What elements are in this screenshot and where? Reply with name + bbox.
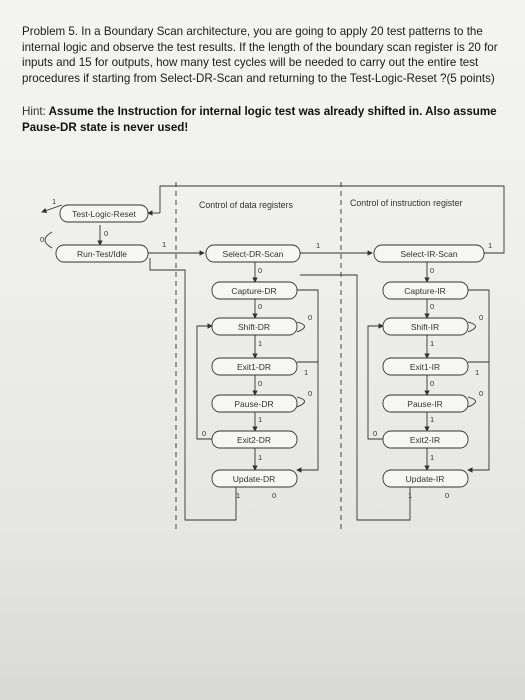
edge-label-1: 1 (430, 415, 435, 424)
state-label: Exit1-IR (409, 362, 441, 372)
state-label: Pause-DR (234, 399, 274, 409)
edge-label-1: 1 (258, 339, 263, 348)
state-label: Capture-IR (404, 286, 446, 296)
edge-label-0: 0 (40, 235, 45, 244)
state-label: Shift-IR (410, 322, 440, 332)
edge-label-0: 0 (308, 313, 313, 322)
state-label: Exit2-IR (409, 435, 441, 445)
header-instruction-register: Control of instruction register (350, 198, 463, 208)
hint-label: Hint: (22, 105, 46, 118)
edge-label-1: 1 (236, 491, 241, 500)
edge-label-0: 0 (258, 266, 263, 275)
state-label: Select-DR-Scan (222, 249, 284, 259)
state-label: Exit1-DR (236, 362, 272, 372)
edge-label-0: 0 (258, 379, 263, 388)
edge-label-1: 1 (258, 415, 263, 424)
edge-label-0: 0 (430, 266, 435, 275)
edge-label-0: 0 (308, 389, 313, 398)
state-label: Select-IR-Scan (400, 249, 458, 259)
edge-label-0: 0 (272, 491, 277, 500)
state-label: Capture-DR (231, 286, 277, 296)
edge-label-1: 1 (475, 368, 480, 377)
edge-label-0: 0 (479, 313, 484, 322)
edge-label-0: 0 (479, 389, 484, 398)
state-label: Shift-DR (237, 322, 271, 332)
edge-label-0: 0 (430, 379, 435, 388)
edge-label-1: 1 (316, 241, 321, 250)
edge-label-0: 0 (202, 429, 207, 438)
state-label: Pause-IR (407, 399, 443, 409)
edge-label-1: 1 (162, 240, 167, 249)
hint-text: Assume the Instruction for internal logic test was already shifted in. Also assume Pause-DR state is never used! (22, 105, 497, 134)
edge-label-0: 0 (430, 302, 435, 311)
edge-label-1: 1 (430, 339, 435, 348)
edge-label-0: 0 (445, 491, 450, 500)
edge-label-1: 1 (304, 368, 309, 377)
edge-label-0: 0 (373, 429, 378, 438)
edge-label-1: 1 (52, 197, 57, 206)
edge-label-1: 1 (430, 453, 435, 462)
problem-statement: Problem 5. In a Boundary Scan architecture, you are going to apply 20 test patterns to the internal logic and observe the test results. If the length of the boundary scan register is 20 for inputs and 15 for outputs, how many test cycles will be needed to carry out the entire test procedures if starting from Select-DR-Scan and returning to the Test-Logic-Reset ?(5 points) (22, 25, 498, 85)
edge-label-1: 1 (408, 491, 413, 500)
edge-label-0: 0 (258, 302, 263, 311)
state-label: Run-Test/Idle (76, 249, 128, 259)
edge-label-1: 1 (258, 453, 263, 462)
edge-label-1: 1 (488, 241, 493, 250)
edge-label-0: 0 (104, 229, 109, 238)
state-label: Update-IR (405, 474, 445, 484)
state-label: Test-Logic-Reset (72, 209, 136, 219)
header-data-registers: Control of data registers (199, 200, 293, 210)
state-label: Update-DR (232, 474, 276, 484)
state-label: Exit2-DR (236, 435, 272, 445)
